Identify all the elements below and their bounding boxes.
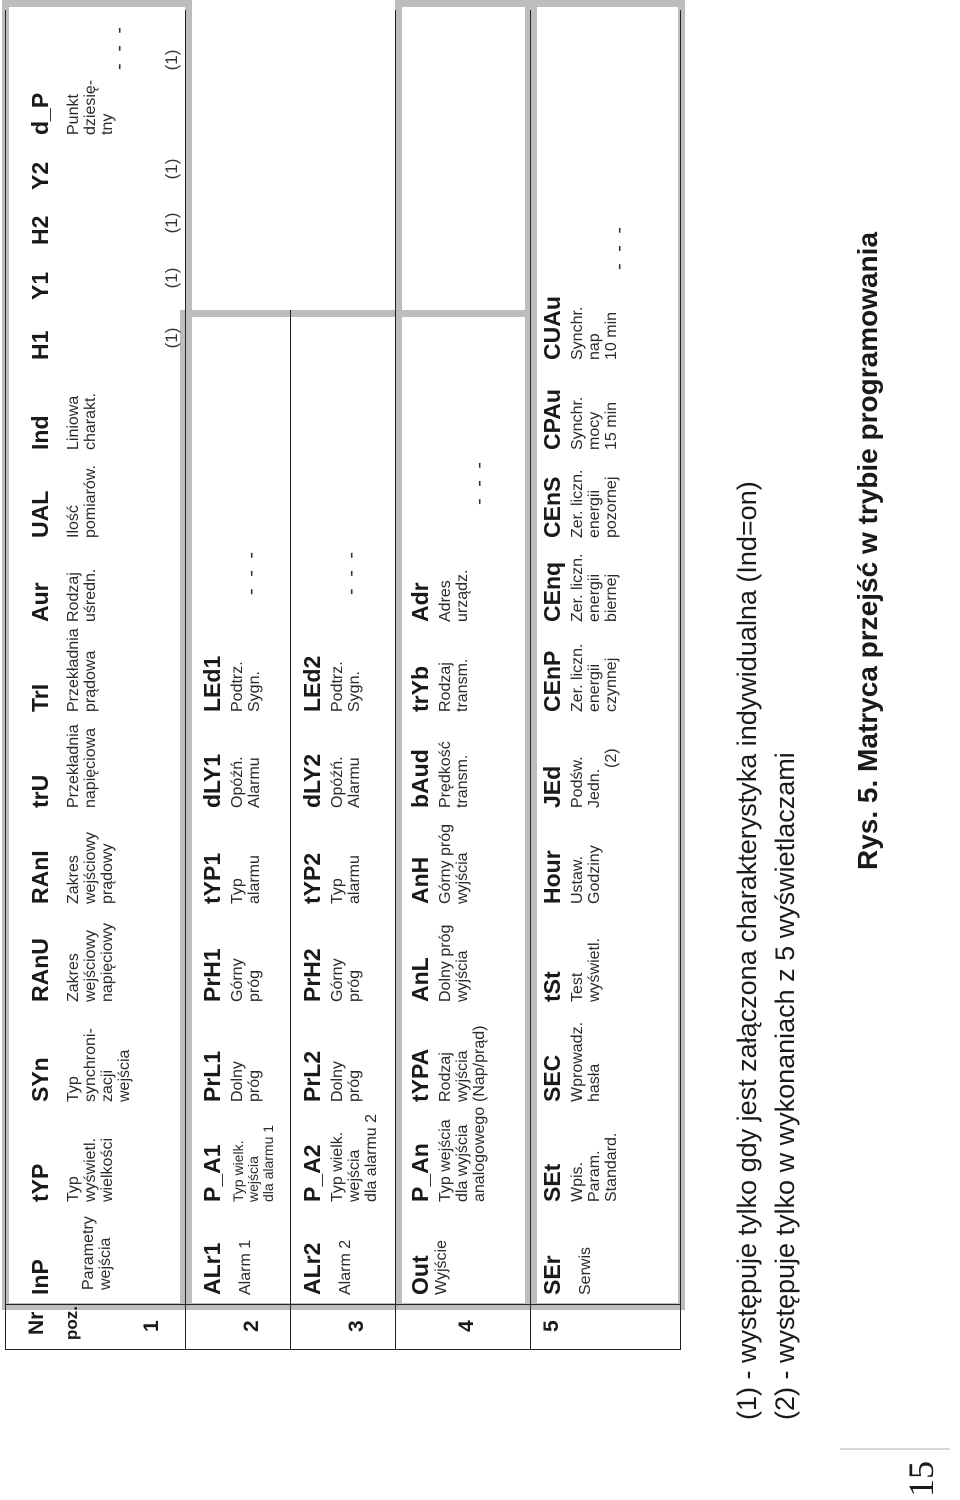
mark-one: (1) <box>162 327 181 349</box>
cell-Hour: Hour Ustaw. Godziny <box>539 845 603 904</box>
mark-one: (1) <box>162 267 181 289</box>
cell-InP-desc: Parametry wejścia <box>80 1216 114 1290</box>
row-number: 2 <box>240 1320 263 1332</box>
cell-P_A2: P_A2 Typ wielk. wejścia dla alarmu 2 <box>299 1113 380 1202</box>
dash-row-3: - - - <box>340 548 362 595</box>
table-top-line <box>5 10 6 1350</box>
cell-AnH: AnH Górny próg wyjścia <box>407 823 471 904</box>
cell-dLY2: dLY2 Opóźń. Alarmu <box>299 753 363 808</box>
mark-one: (1) <box>162 212 181 234</box>
cell-bAud: bAud Prędkość transm. <box>407 741 471 808</box>
cell-Ind: Ind Liniowa charakt. <box>27 393 99 450</box>
footnote-1: (1) - występuje tylko gdy jest załączona charakterystyka indywidualna (Ind=on) <box>732 481 762 1420</box>
cell-TrI: TrI Przekładnia prądowa <box>27 628 99 712</box>
dash-row-4: - - - <box>468 458 490 505</box>
footnotes <box>728 481 804 1420</box>
cell-Y1: Y1 <box>27 271 53 300</box>
col-line-left <box>5 1349 680 1350</box>
cell-UAL: UAL Ilość pomiarów. <box>27 465 99 538</box>
cell-JEd: JEd Podśw. Jedn. (2) <box>540 712 620 808</box>
cell-Adr: Adr Adres urządz. <box>407 569 471 622</box>
cell-tSt: tSt Test wyświetl. <box>539 937 603 1002</box>
header-nr: Nr <box>25 1311 48 1335</box>
row-number: 3 <box>345 1320 368 1332</box>
cell-trYb: trYb Rodzaj transm. <box>407 658 471 712</box>
cell-CEnq: CEnq Zer. liczn. energii biernej <box>539 553 620 622</box>
row-line-3 <box>395 10 396 1350</box>
cell-LEd1: LEd1 Podtrz. Sygn. <box>199 655 263 712</box>
cell-RAnI: RAnI Zakres wejściowy prądowy <box>27 831 116 904</box>
cell-trU: trU Przekładnia napięciowa <box>27 724 99 808</box>
cell-CUAu: CUAu Synchr. nap 10 min <box>539 296 620 360</box>
cell-H1: H1 <box>27 330 53 360</box>
cell-PrH1: PrH1 Górny próg <box>199 948 263 1002</box>
cell-tYP2: tYP2 Typ alarmu <box>299 852 363 904</box>
cell-P_An: P_An Typ wejścia dla wyjścia analogowego <box>407 1106 488 1202</box>
cell-CEnS: CEnS Zer. liczn. energii pozornej <box>539 469 620 538</box>
footnote-2: (2) - występuje tylko w wykonaniach z 5 wyświetlaczami <box>770 752 800 1420</box>
mark-one: (1) <box>162 49 181 71</box>
cell-CEnP: CEnP Zer. liczn. energii czynnej <box>539 643 620 712</box>
cell-SEt: SEt Wpis. Param. Standard. <box>539 1132 620 1202</box>
mark-two: (2) <box>603 748 620 768</box>
cell-tYPA: tYPA Rodzaj wyjścia (Nap/prąd) <box>407 1025 488 1102</box>
header-poz: poz. <box>62 1306 81 1340</box>
page-number-rule <box>840 1448 950 1450</box>
dash-row-5: - - - <box>608 223 630 270</box>
cell-d_P: d_P Punkt dziesię- tny <box>27 79 116 135</box>
row-line-1 <box>185 10 186 1350</box>
cell-InP: InP <box>27 1259 53 1295</box>
cell-tYP: tYP Typ wyświetl. wielkości <box>27 1137 116 1202</box>
cell-ALr1: ALr1 Alarm 1 <box>199 1239 254 1295</box>
cell-CPAu: CPAu Synchr. mocy 15 min <box>539 389 620 450</box>
page-number: 15 <box>901 1461 941 1497</box>
mark-one: (1) <box>162 158 181 180</box>
cell-H2: H2 <box>27 215 53 245</box>
cell-PrH2: PrH2 Górny próg <box>299 948 363 1002</box>
row-line-2 <box>290 310 291 1350</box>
cell-ALr2: ALr2 Alarm 2 <box>299 1239 354 1295</box>
row-number: 1 <box>140 1320 163 1332</box>
cell-tYP1: tYP1 Typ alarmu <box>199 852 263 904</box>
cell-SEr: SEr Serwis <box>539 1246 594 1295</box>
cell-SEC: SEC Wprowadz. hasła <box>539 1021 603 1102</box>
cell-dLY1: dLY1 Opóźń. Alarmu <box>199 753 263 808</box>
cell-PrL2: PrL2 Dolny próg <box>299 1050 363 1102</box>
cell-P_A1: P_A1 Typ wielk. wejścia dla alarmu 1 <box>199 1124 276 1202</box>
cell-SYn: SYn Typ synchroni- zacji wejścia <box>27 1028 133 1102</box>
dash-row-2: - - - <box>240 548 262 595</box>
cell-Aur: Aur Rodzaj uśredn. <box>27 568 99 622</box>
cell-Out: Out Wyjście <box>407 1240 450 1295</box>
table-bottom-line <box>680 10 681 1350</box>
dash-row-1: - - - <box>108 23 130 70</box>
cell-PrL1: PrL1 Dolny próg <box>199 1050 263 1102</box>
cell-RAnU: RAnU Zakres wejściowy napięciowy <box>27 922 116 1002</box>
figure-caption: Rys. 5. Matryca przejść w trybie programowania <box>852 231 883 870</box>
cell-AnL: AnL Dolny próg wyjścia <box>407 924 471 1002</box>
row-number: 4 <box>455 1320 478 1332</box>
cell-LEd2: LEd2 Podtrz. Sygn. <box>299 655 363 712</box>
cell-Y2: Y2 <box>27 161 53 190</box>
row-number: 5 <box>540 1320 563 1332</box>
col-line-num <box>5 1304 680 1305</box>
row-line-4 <box>530 10 531 1350</box>
